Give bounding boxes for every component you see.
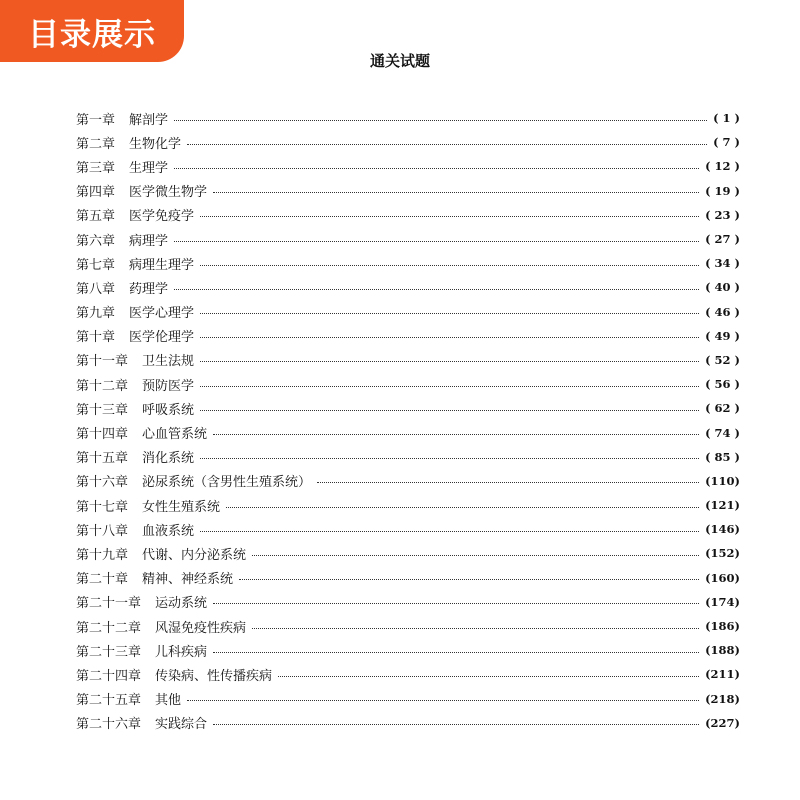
toc-dot-leader: [200, 313, 699, 314]
toc-chapter-title: 女性生殖系统: [142, 499, 221, 515]
toc-chapter-title: 医学免疫学: [129, 209, 195, 225]
toc-dot-leader: [174, 289, 699, 290]
toc-dot-leader: [174, 241, 699, 242]
toc-chapter-number: 第一章: [76, 112, 116, 128]
toc-chapter-title: 风湿免疫性疾病: [155, 620, 247, 636]
toc-page-number: ( 7 ): [713, 135, 740, 150]
toc-chapter-title: 呼吸系统: [142, 402, 195, 418]
toc-dot-leader: [239, 579, 699, 580]
toc-entry: [76, 590, 740, 614]
toc-entry: [76, 179, 740, 203]
toc-page-number: ( 49 ): [705, 328, 740, 343]
toc-dot-leader: [200, 386, 699, 387]
toc-entry: [76, 469, 740, 493]
toc-entry: [76, 541, 740, 565]
toc-chapter-title: 药理学: [129, 281, 169, 297]
toc-dot-leader: [200, 216, 699, 217]
toc-entry: [76, 517, 740, 541]
toc-entry: [76, 662, 740, 686]
toc-entry: [76, 493, 740, 517]
toc-chapter-number: 第十八章: [76, 523, 129, 539]
toc-entry: [76, 275, 740, 299]
toc-chapter-title: 医学伦理学: [129, 330, 195, 346]
toc-page-number: (110): [705, 473, 740, 488]
toc-page-number: (152): [705, 546, 740, 561]
catalog-banner-label: 目录展示: [28, 16, 156, 53]
toc-dot-leader: [174, 120, 707, 121]
toc-chapter-number: 第十六章: [76, 475, 129, 491]
toc-page-number: ( 23 ): [705, 207, 740, 222]
toc-dot-leader: [213, 192, 699, 193]
toc-page-number: (211): [705, 667, 740, 682]
toc-page-number: ( 52 ): [705, 352, 740, 367]
toc-chapter-title: 心血管系统: [142, 427, 208, 443]
toc-chapter-title: 精神、神经系统: [142, 572, 234, 588]
toc-dot-leader: [252, 628, 699, 629]
toc-chapter-title: 医学微生物学: [129, 185, 208, 201]
toc-entry: [76, 130, 740, 154]
toc-chapter-number: 第十二章: [76, 378, 129, 394]
toc-chapter-title: 儿科疾病: [155, 644, 208, 660]
toc-entry: [76, 614, 740, 638]
toc-entry: [76, 227, 740, 251]
toc-entry: [76, 372, 740, 396]
toc-page-number: (174): [705, 594, 740, 609]
toc-page-number: ( 34 ): [705, 256, 740, 271]
toc-chapter-title: 消化系统: [142, 451, 195, 467]
toc-chapter-title: 病理学: [129, 233, 169, 249]
toc-page-number: ( 46 ): [705, 304, 740, 319]
toc-dot-leader: [200, 458, 699, 459]
toc-chapter-number: 第二十三章: [76, 644, 142, 660]
toc-entry: [76, 106, 740, 130]
toc-page-number: (186): [705, 619, 740, 634]
toc-chapter-number: 第十四章: [76, 427, 129, 443]
toc-dot-leader: [226, 507, 699, 508]
toc-page-number: (227): [705, 715, 740, 730]
toc-page-number: (146): [705, 522, 740, 537]
toc-chapter-title: 传染病、性传播疾病: [155, 668, 273, 684]
toc-chapter-number: 第二十五章: [76, 693, 142, 709]
toc-chapter-title: 预防医学: [142, 378, 195, 394]
toc-dot-leader: [187, 700, 699, 701]
toc-chapter-number: 第二十二章: [76, 620, 142, 636]
toc-chapter-number: 第三章: [76, 160, 116, 176]
toc-entry: [76, 348, 740, 372]
toc-page-number: ( 27 ): [705, 232, 740, 247]
toc-entry: [76, 420, 740, 444]
toc-chapter-number: 第十章: [76, 330, 116, 346]
toc-entry: [76, 687, 740, 711]
toc-chapter-title: 代谢、内分泌系统: [142, 547, 247, 563]
toc-entry: [76, 154, 740, 178]
toc-chapter-number: 第九章: [76, 306, 116, 322]
toc-chapter-number: 第十一章: [76, 354, 129, 370]
toc-page-number: ( 12 ): [705, 159, 740, 174]
toc-chapter-number: 第二十一章: [76, 596, 142, 612]
toc-dot-leader: [200, 410, 699, 411]
toc-chapter-number: 第十五章: [76, 451, 129, 467]
toc-page-number: ( 19 ): [705, 183, 740, 198]
toc-chapter-title: 病理生理学: [129, 257, 195, 273]
toc-page-number: (160): [705, 570, 740, 585]
toc-chapter-number: 第二十四章: [76, 668, 142, 684]
toc-page-number: ( 62 ): [705, 401, 740, 416]
page-title: 通关试题: [369, 52, 430, 70]
toc-entry: [76, 300, 740, 324]
toc-dot-leader: [200, 531, 699, 532]
toc-entry: [76, 711, 740, 735]
table-of-contents: [76, 106, 740, 735]
toc-dot-leader: [317, 482, 699, 483]
toc-dot-leader: [200, 265, 699, 266]
toc-chapter-number: 第十九章: [76, 547, 129, 563]
toc-chapter-number: 第八章: [76, 281, 116, 297]
toc-chapter-number: 第五章: [76, 209, 116, 225]
toc-chapter-number: 第七章: [76, 257, 116, 273]
toc-chapter-number: 第四章: [76, 185, 116, 201]
toc-entry: [76, 566, 740, 590]
toc-dot-leader: [200, 337, 699, 338]
toc-dot-leader: [213, 603, 699, 604]
toc-chapter-title: 生物化学: [129, 136, 182, 152]
toc-chapter-number: 第六章: [76, 233, 116, 249]
toc-entry: [76, 396, 740, 420]
toc-dot-leader: [174, 168, 699, 169]
toc-entry: [76, 251, 740, 275]
toc-chapter-number: 第二十六章: [76, 717, 142, 733]
toc-page-number: (121): [705, 498, 740, 513]
toc-chapter-number: 第二十章: [76, 572, 129, 588]
toc-page-number: (218): [705, 691, 740, 706]
toc-entry: [76, 324, 740, 348]
toc-page-number: ( 74 ): [705, 425, 740, 440]
toc-dot-leader: [252, 555, 699, 556]
toc-chapter-title: 医学心理学: [129, 306, 195, 322]
toc-page-number: ( 85 ): [705, 449, 740, 464]
toc-chapter-title: 解剖学: [129, 112, 169, 128]
toc-entry: [76, 445, 740, 469]
toc-entry: [76, 203, 740, 227]
toc-chapter-title: 生理学: [129, 160, 169, 176]
toc-entry: [76, 638, 740, 662]
toc-dot-leader: [213, 652, 699, 653]
toc-dot-leader: [213, 434, 699, 435]
toc-dot-leader: [187, 144, 707, 145]
toc-page-number: ( 40 ): [705, 280, 740, 295]
toc-chapter-title: 实践综合: [155, 717, 208, 733]
toc-page-number: ( 56 ): [705, 377, 740, 392]
toc-chapter-title: 其他: [155, 693, 182, 709]
toc-chapter-number: 第十七章: [76, 499, 129, 515]
toc-dot-leader: [213, 724, 699, 725]
toc-chapter-title: 血液系统: [142, 523, 195, 539]
toc-chapter-title: 卫生法规: [142, 354, 195, 370]
toc-page-number: ( 1 ): [713, 111, 740, 126]
toc-chapter-number: 第十三章: [76, 402, 129, 418]
toc-page-number: (188): [705, 643, 740, 658]
toc-dot-leader: [200, 361, 699, 362]
toc-chapter-number: 第二章: [76, 136, 116, 152]
toc-dot-leader: [278, 676, 699, 677]
toc-chapter-title: 泌尿系统（含男性生殖系统）: [142, 475, 312, 491]
toc-chapter-title: 运动系统: [155, 596, 208, 612]
